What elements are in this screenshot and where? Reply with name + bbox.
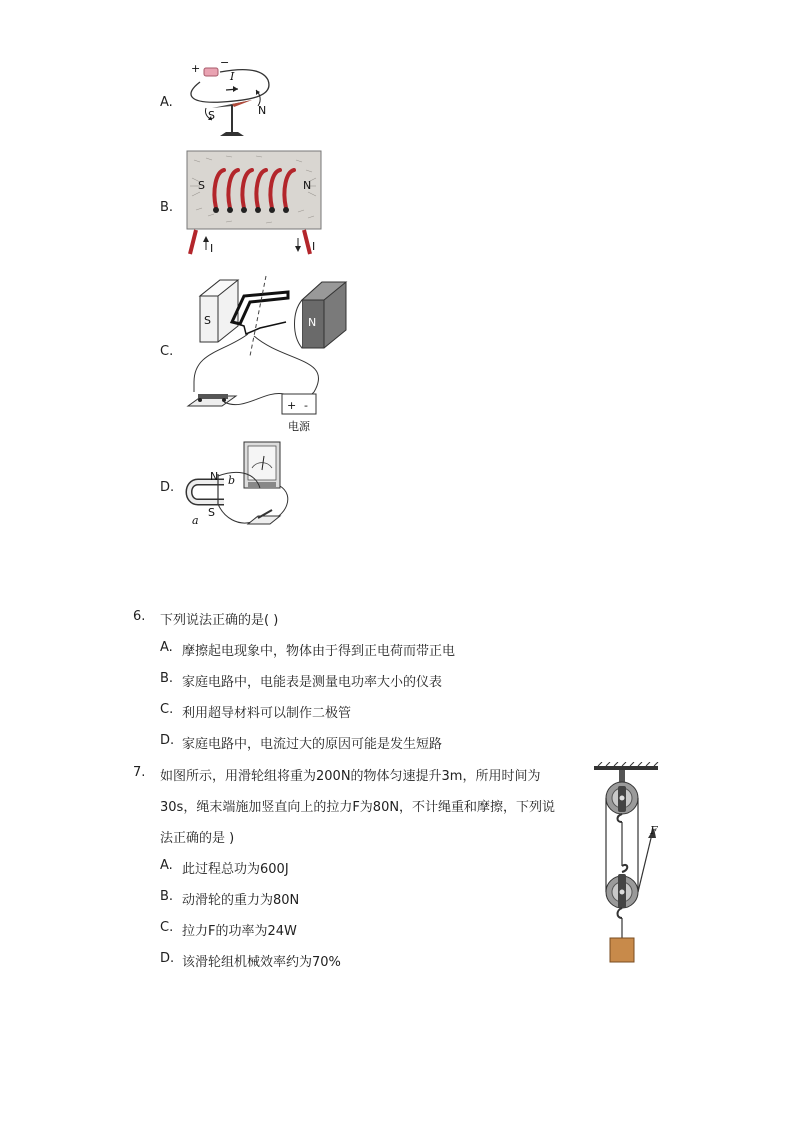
question-7-stem-line-1: 如图所示，用滑轮组将重为200N的物体匀速提升3m，所用时间为 [160, 769, 541, 784]
question-7-option-c-letter: C. [160, 920, 174, 935]
battery-plus-sign: + [191, 62, 201, 75]
question-7-option-b-text: 动滑轮的重力为80N [182, 893, 300, 908]
option-c-label: C. [160, 344, 174, 359]
question-6-option-d-letter: D. [160, 733, 175, 748]
option-d-label: D. [160, 480, 175, 495]
option-a-label: A. [160, 95, 173, 110]
question-7-number: 7. [133, 765, 146, 780]
question-6-number: 6. [133, 609, 146, 624]
figure-b-solenoid-iron-filings [186, 150, 322, 256]
question-7-option-b-letter: B. [160, 889, 174, 904]
question-6-option-b-text: 家庭电路中，电能表是测量电功率大小的仪表 [182, 675, 443, 690]
question-6-option-c-letter: C. [160, 702, 174, 717]
magnet-north-label: N [308, 316, 317, 329]
point-a-label: a [192, 514, 199, 527]
current-in-label: I [210, 242, 214, 255]
magnet-north-label-d: N [210, 470, 219, 483]
solenoid-north-label: N [303, 179, 312, 192]
figure-c-motor-coil [184, 272, 350, 436]
question-6-option-d-text: 家庭电路中，电流过大的原因可能是发生短路 [182, 737, 443, 752]
question-7-option-a-text: 此过程总功为600J [182, 862, 289, 877]
question-7-stem-line-3: 法正确的是 ) [160, 831, 235, 846]
question-7-option-c-text: 拉力F的功率为24W [182, 924, 297, 939]
question-6-stem: 下列说法正确的是( ) [160, 613, 279, 628]
option-b-label: B. [160, 200, 174, 215]
question-7-option-d-text: 该滑轮组机械效率约为70% [182, 955, 341, 970]
figure-d-generator-galvanometer [184, 440, 298, 532]
question-6-option-b-letter: B. [160, 671, 174, 686]
point-b-label: b [228, 474, 236, 487]
compass-north-label: N [258, 104, 267, 117]
compass-south-label: S [208, 109, 215, 122]
power-minus-sign: - [304, 399, 308, 412]
current-label: I [230, 70, 235, 83]
solenoid-south-label: S [198, 179, 205, 192]
figure-a-compass-wire [182, 58, 282, 140]
power-source-label: 电源 [288, 420, 310, 433]
question-7-stem-line-2: 30s，绳末端施加竖直向上的拉力F为80N，不计绳重和摩擦，下列说 [160, 800, 556, 815]
question-6-option-c-text: 利用超导材料可以制作二极管 [182, 706, 352, 721]
magnet-south-label: S [204, 314, 211, 327]
question-7-option-d-letter: D. [160, 951, 175, 966]
magnet-south-label-d: S [208, 506, 215, 519]
question-6-option-a-text: 摩擦起电现象中，物体由于得到正电荷而带正电 [182, 644, 456, 659]
power-plus-sign: + [287, 399, 297, 412]
current-out-label: I [312, 240, 316, 253]
force-f-label: F [650, 824, 658, 837]
question-7-option-a-letter: A. [160, 858, 173, 873]
figure-pulley-system [588, 762, 668, 968]
battery-minus-sign: − [220, 58, 230, 69]
question-6-option-a-letter: A. [160, 640, 173, 655]
